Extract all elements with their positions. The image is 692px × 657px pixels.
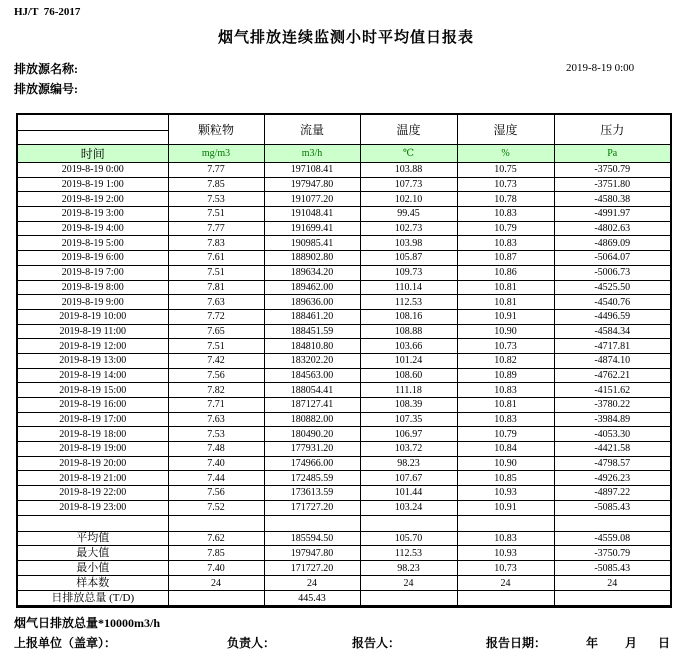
- cell-value: 7.53: [168, 192, 264, 207]
- row-time: 2019-8-19 1:00: [17, 177, 168, 192]
- empty-cell: [457, 515, 554, 531]
- report-datetime: 2019-8-19 0:00: [566, 62, 635, 74]
- table-row: [17, 309, 671, 324]
- cell-value: 7.62: [168, 531, 264, 546]
- cell-value: 106.97: [360, 427, 457, 442]
- row-time: 2019-8-19 20:00: [17, 456, 168, 471]
- cell-value: -5085.43: [554, 500, 671, 515]
- cell-value: -3984.89: [554, 412, 671, 427]
- cell-value: 7.44: [168, 471, 264, 486]
- cell-value: 24: [360, 576, 457, 591]
- cell-value: 180490.20: [264, 427, 360, 442]
- cell-value: -4053.30: [554, 427, 671, 442]
- cell-value: 10.87: [457, 251, 554, 266]
- cell-value: 7.63: [168, 412, 264, 427]
- corner-cell-bottom: [17, 131, 168, 145]
- column-header-temperature: 温度: [360, 114, 457, 145]
- cell-value: -4151.62: [554, 383, 671, 398]
- table-row: [17, 251, 671, 266]
- cell-value: -4717.81: [554, 339, 671, 354]
- cell-value: 10.83: [457, 207, 554, 222]
- cell-value: 187127.41: [264, 398, 360, 413]
- cell-value: 10.93: [457, 486, 554, 501]
- row-time: 2019-8-19 7:00: [17, 265, 168, 280]
- cell-value: -3750.79: [554, 546, 671, 561]
- cell-value: 10.91: [457, 500, 554, 515]
- cell-value: 188461.20: [264, 309, 360, 324]
- cell-value: 108.39: [360, 398, 457, 413]
- column-header-pressure: 压力: [554, 114, 671, 145]
- cell-value: 7.56: [168, 368, 264, 383]
- footer-note: 烟气日排放总量*10000m3/h: [14, 616, 161, 630]
- cell-value: 7.72: [168, 309, 264, 324]
- cell-value: -5064.07: [554, 251, 671, 266]
- table-row: [17, 427, 671, 442]
- cell-value: 191048.41: [264, 207, 360, 222]
- cell-value: 171727.20: [264, 561, 360, 576]
- table-row: [17, 412, 671, 427]
- cell-value: -3780.22: [554, 398, 671, 413]
- cell-value: 188054.41: [264, 383, 360, 398]
- cell-value: 10.93: [457, 546, 554, 561]
- cell-value: 7.63: [168, 295, 264, 310]
- cell-value: 180882.00: [264, 412, 360, 427]
- cell-value: 191699.41: [264, 221, 360, 236]
- empty-cell: [360, 515, 457, 531]
- cell-value: 10.85: [457, 471, 554, 486]
- row-time: 2019-8-19 19:00: [17, 442, 168, 457]
- cell-value: 188902.80: [264, 251, 360, 266]
- cell-value: 103.72: [360, 442, 457, 457]
- page-title: 烟气排放连续监测小时平均值日报表: [217, 30, 474, 46]
- cell-value: 10.86: [457, 265, 554, 280]
- row-time: 2019-8-19 9:00: [17, 295, 168, 310]
- report-table: [16, 113, 672, 608]
- report-date-label: 报告日期：: [486, 636, 547, 650]
- cell-value: 109.73: [360, 265, 457, 280]
- cell-value: 98.23: [360, 456, 457, 471]
- cell-value: 7.82: [168, 383, 264, 398]
- table-row: [17, 368, 671, 383]
- source-code-label: 排放源编号:: [14, 82, 78, 96]
- cell-value: 102.73: [360, 221, 457, 236]
- cell-value: 7.85: [168, 546, 264, 561]
- unit-temperature: ℃: [360, 145, 457, 163]
- cell-value: 7.77: [168, 221, 264, 236]
- table-row: [17, 383, 671, 398]
- cell-value: 10.81: [457, 398, 554, 413]
- cell-value: -5085.43: [554, 561, 671, 576]
- unit-humidity: %: [457, 145, 554, 163]
- table-row: [17, 295, 671, 310]
- cell-value: 10.75: [457, 163, 554, 178]
- cell-value: 108.16: [360, 309, 457, 324]
- cell-value: 7.83: [168, 236, 264, 251]
- cell-value: 191077.20: [264, 192, 360, 207]
- cell-value: 10.78: [457, 192, 554, 207]
- cell-value: 24: [264, 576, 360, 591]
- cell-value: 105.70: [360, 531, 457, 546]
- cell-value: 10.91: [457, 309, 554, 324]
- cell-value: 101.44: [360, 486, 457, 501]
- cell-value: -3750.79: [554, 163, 671, 178]
- cell-value: -4584.34: [554, 324, 671, 339]
- cell-value: 197947.80: [264, 177, 360, 192]
- summary-row-label: 最小值: [17, 561, 168, 576]
- cell-value: -4496.59: [554, 309, 671, 324]
- day-label: 日: [658, 636, 671, 650]
- cell-value: 108.88: [360, 324, 457, 339]
- corner-cell-top: [17, 114, 168, 131]
- table-row: [17, 486, 671, 501]
- cell-value: 10.90: [457, 324, 554, 339]
- cell-value: 171727.20: [264, 500, 360, 515]
- source-name-label: 排放源名称:: [14, 62, 78, 76]
- cell-value: 445.43: [264, 591, 360, 607]
- row-time: 2019-8-19 4:00: [17, 221, 168, 236]
- cell-value: 10.73: [457, 177, 554, 192]
- table-row: [17, 236, 671, 251]
- cell-value: -3751.80: [554, 177, 671, 192]
- cell-value: 7.48: [168, 442, 264, 457]
- cell-value: 7.40: [168, 561, 264, 576]
- row-time: 2019-8-19 11:00: [17, 324, 168, 339]
- row-time: 2019-8-19 6:00: [17, 251, 168, 266]
- table-row: [17, 471, 671, 486]
- table-row: [17, 591, 671, 607]
- cell-value: 10.90: [457, 456, 554, 471]
- spacer-row: [17, 515, 671, 531]
- row-time: 2019-8-19 17:00: [17, 412, 168, 427]
- cell-value: 189462.00: [264, 280, 360, 295]
- cell-value: 107.35: [360, 412, 457, 427]
- cell-value: -4874.10: [554, 353, 671, 368]
- summary-row-label: 平均值: [17, 531, 168, 546]
- row-time: 2019-8-19 10:00: [17, 309, 168, 324]
- cell-value: 10.83: [457, 236, 554, 251]
- row-time: 2019-8-19 2:00: [17, 192, 168, 207]
- cell-value: 190985.41: [264, 236, 360, 251]
- cell-value: 172485.59: [264, 471, 360, 486]
- cell-value: 103.98: [360, 236, 457, 251]
- cell-value: 189636.00: [264, 295, 360, 310]
- table-row: [17, 546, 671, 561]
- table-row: [17, 265, 671, 280]
- cell-value: 7.61: [168, 251, 264, 266]
- cell-value: 7.77: [168, 163, 264, 178]
- cell-value: 10.84: [457, 442, 554, 457]
- table-row: [17, 456, 671, 471]
- cell-value: 188451.59: [264, 324, 360, 339]
- cell-value: -4540.76: [554, 295, 671, 310]
- cell-value: [457, 591, 554, 607]
- unit-flow: m3/h: [264, 145, 360, 163]
- table-row: [17, 576, 671, 591]
- cell-value: 10.81: [457, 295, 554, 310]
- cell-value: 183202.20: [264, 353, 360, 368]
- time-header: 时间: [17, 145, 168, 163]
- cell-value: 108.60: [360, 368, 457, 383]
- cell-value: -4762.21: [554, 368, 671, 383]
- cell-value: 7.85: [168, 177, 264, 192]
- table-row: [17, 398, 671, 413]
- unit-header-row: [17, 145, 671, 163]
- cell-value: 184563.00: [264, 368, 360, 383]
- column-header-pm: 颗粒物: [168, 114, 264, 145]
- cell-value: 10.73: [457, 339, 554, 354]
- month-label: 月: [625, 636, 638, 650]
- cell-value: 10.83: [457, 412, 554, 427]
- cell-value: -4580.38: [554, 192, 671, 207]
- cell-value: [168, 591, 264, 607]
- row-time: 2019-8-19 14:00: [17, 368, 168, 383]
- row-time: 2019-8-19 13:00: [17, 353, 168, 368]
- column-header-row: [17, 114, 671, 131]
- cell-value: -4798.57: [554, 456, 671, 471]
- table-row: [17, 177, 671, 192]
- table-row: [17, 163, 671, 178]
- cell-value: 103.24: [360, 500, 457, 515]
- cell-value: 174966.00: [264, 456, 360, 471]
- cell-value: 7.56: [168, 486, 264, 501]
- report-unit-label: 上报单位（盖章）：: [14, 636, 117, 650]
- cell-value: 7.42: [168, 353, 264, 368]
- cell-value: -4869.09: [554, 236, 671, 251]
- row-time: 2019-8-19 18:00: [17, 427, 168, 442]
- cell-value: 112.53: [360, 546, 457, 561]
- row-time: 2019-8-19 23:00: [17, 500, 168, 515]
- cell-value: 7.52: [168, 500, 264, 515]
- cell-value: 111.18: [360, 383, 457, 398]
- cell-value: 10.83: [457, 531, 554, 546]
- table-row: [17, 207, 671, 222]
- empty-cell: [554, 515, 671, 531]
- cell-value: -4991.97: [554, 207, 671, 222]
- cell-value: 7.71: [168, 398, 264, 413]
- row-time: 2019-8-19 22:00: [17, 486, 168, 501]
- table-row: [17, 442, 671, 457]
- cell-value: 7.40: [168, 456, 264, 471]
- cell-value: -5006.73: [554, 265, 671, 280]
- row-time: 2019-8-19 15:00: [17, 383, 168, 398]
- cell-value: -4421.58: [554, 442, 671, 457]
- cell-value: 107.67: [360, 471, 457, 486]
- cell-value: 10.89: [457, 368, 554, 383]
- cell-value: 173613.59: [264, 486, 360, 501]
- cell-value: 101.24: [360, 353, 457, 368]
- cell-value: 110.14: [360, 280, 457, 295]
- column-header-flow: 流量: [264, 114, 360, 145]
- summary-row-label: 最大值: [17, 546, 168, 561]
- cell-value: -4802.63: [554, 221, 671, 236]
- cell-value: 10.83: [457, 383, 554, 398]
- table-row: [17, 500, 671, 515]
- cell-value: 7.81: [168, 280, 264, 295]
- cell-value: -4926.23: [554, 471, 671, 486]
- cell-value: 7.53: [168, 427, 264, 442]
- cell-value: -4897.22: [554, 486, 671, 501]
- empty-cell: [17, 515, 168, 531]
- reporter-label: 报告人：: [352, 636, 401, 650]
- cell-value: 197108.41: [264, 163, 360, 178]
- unit-pressure: Pa: [554, 145, 671, 163]
- unit-pm: mg/m3: [168, 145, 264, 163]
- cell-value: 24: [554, 576, 671, 591]
- cell-value: 177931.20: [264, 442, 360, 457]
- cell-value: 185594.50: [264, 531, 360, 546]
- cell-value: 197947.80: [264, 546, 360, 561]
- empty-cell: [264, 515, 360, 531]
- cell-value: 98.23: [360, 561, 457, 576]
- cell-value: 10.79: [457, 221, 554, 236]
- row-time: 2019-8-19 21:00: [17, 471, 168, 486]
- column-header-humidity: 湿度: [457, 114, 554, 145]
- row-time: 2019-8-19 5:00: [17, 236, 168, 251]
- table-row: [17, 531, 671, 546]
- cell-value: 99.45: [360, 207, 457, 222]
- row-time: 2019-8-19 3:00: [17, 207, 168, 222]
- cell-value: 103.66: [360, 339, 457, 354]
- table-row: [17, 221, 671, 236]
- year-label: 年: [586, 636, 599, 650]
- row-time: 2019-8-19 12:00: [17, 339, 168, 354]
- cell-value: 7.51: [168, 339, 264, 354]
- table-row: [17, 561, 671, 576]
- cell-value: [360, 591, 457, 607]
- table-row: [17, 339, 671, 354]
- cell-value: 105.87: [360, 251, 457, 266]
- cell-value: 24: [457, 576, 554, 591]
- cell-value: 10.82: [457, 353, 554, 368]
- table-row: [17, 353, 671, 368]
- table-row: [17, 192, 671, 207]
- row-time: 2019-8-19 8:00: [17, 280, 168, 295]
- cell-value: 7.51: [168, 265, 264, 280]
- cell-value: 7.65: [168, 324, 264, 339]
- responsible-person-label: 负责人：: [227, 636, 276, 650]
- table-row: [17, 324, 671, 339]
- cell-value: -4525.50: [554, 280, 671, 295]
- cell-value: -4559.08: [554, 531, 671, 546]
- table-row: [17, 280, 671, 295]
- cell-value: 189634.20: [264, 265, 360, 280]
- cell-value: 102.10: [360, 192, 457, 207]
- summary-row-label: 日排放总量 (T/D): [17, 591, 168, 607]
- cell-value: 112.53: [360, 295, 457, 310]
- doc-standard-code: HJ/T 76-2017: [14, 6, 81, 18]
- summary-row-label: 样本数: [17, 576, 168, 591]
- cell-value: 7.51: [168, 207, 264, 222]
- cell-value: 10.73: [457, 561, 554, 576]
- empty-cell: [168, 515, 264, 531]
- cell-value: 107.73: [360, 177, 457, 192]
- cell-value: 10.81: [457, 280, 554, 295]
- cell-value: 10.79: [457, 427, 554, 442]
- cell-value: [554, 591, 671, 607]
- row-time: 2019-8-19 16:00: [17, 398, 168, 413]
- cell-value: 24: [168, 576, 264, 591]
- cell-value: 103.88: [360, 163, 457, 178]
- row-time: 2019-8-19 0:00: [17, 163, 168, 178]
- cell-value: 184810.80: [264, 339, 360, 354]
